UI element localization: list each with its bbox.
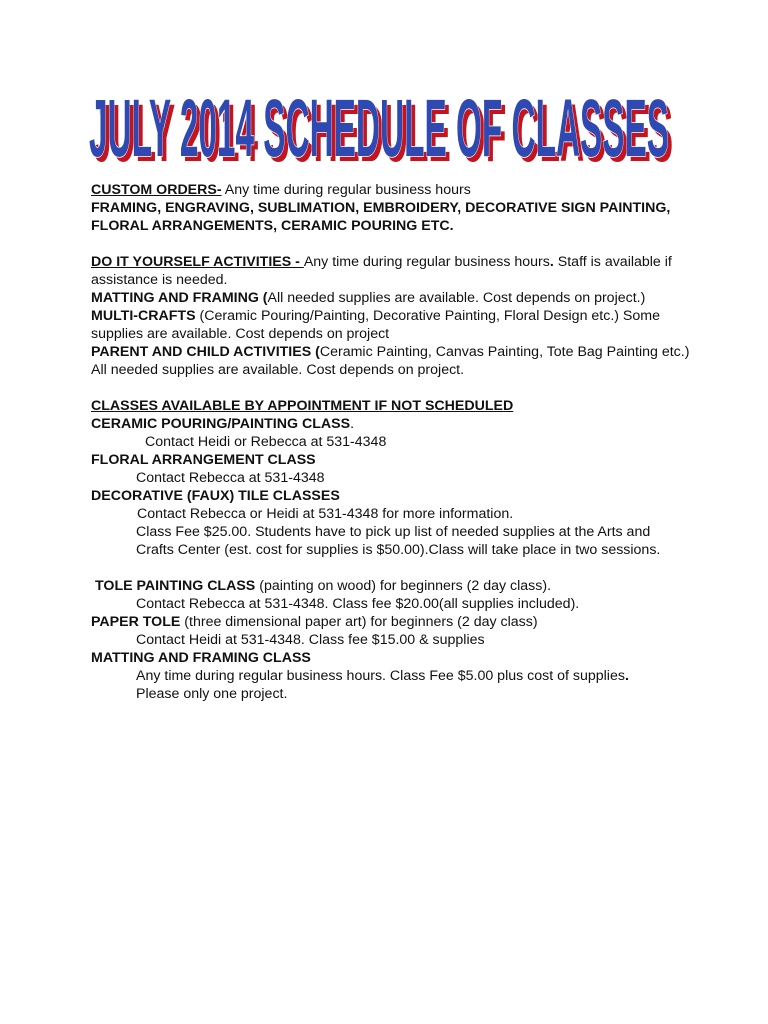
floral-class-contact: Contact Rebecca at 531-4348: [136, 470, 325, 486]
page-title-shadow: JULY 2014 SCHEDULE OF CLASSES: [93, 88, 673, 174]
diy-multi-text: (Ceramic Pouring/Painting, Decorative Painting, Floral Design etc.) Some supplies are available. Cost depends on project: [91, 308, 660, 342]
diy-matting-line: [91, 289, 691, 307]
ceramic-class-contact: Contact Heidi or Rebecca at 531-4348: [145, 434, 387, 450]
diy-matting-heading: MATTING AND FRAMING (: [91, 290, 268, 306]
diy-period: .: [549, 254, 554, 270]
page-title-art: [84, 76, 676, 174]
diy-parent-line: [91, 343, 691, 379]
diy-matting-text: All needed supplies are available. Cost depends on project.): [267, 290, 646, 306]
diy-parent-heading: PARENT AND CHILD ACTIVITIES (: [91, 344, 320, 360]
diy-multi-line: [91, 307, 691, 343]
floral-class-heading: FLORAL ARRANGEMENT CLASS: [91, 452, 316, 468]
ceramic-class-period: .: [350, 416, 355, 432]
matting-class-note: Please only one project.: [136, 686, 288, 702]
page-title-text: JULY 2014 SCHEDULE OF CLASSES: [89, 83, 669, 174]
tile-class-fee: Class Fee $25.00. Students have to pick up list of needed supplies at the Arts and Crafts Center (est. cost for supplies is $50.00).Class will take place in two sessions.: [136, 524, 661, 558]
diy-line: [91, 253, 691, 289]
custom-orders-services: FRAMING, ENGRAVING, SUBLIMATION, EMBROIDERY, DECORATIVE SIGN PAINTING, FLORAL ARRANGEMENTS, CERAMIC POURING ETC.: [91, 200, 671, 234]
matting-class-text-line: [91, 667, 691, 685]
diy-text-b: Staff is available if assistance is needed.: [91, 254, 672, 288]
matting-class-heading: MATTING AND FRAMING CLASS: [91, 650, 311, 666]
tole-class-heading: TOLE PAINTING CLASS: [95, 578, 256, 594]
custom-orders-line: [91, 181, 691, 199]
ceramic-class-line: [91, 415, 691, 433]
custom-orders-text: Any time during regular business hours: [221, 182, 471, 198]
tile-class-contact: Contact Rebecca or Heidi at 531-4348 for more information.: [137, 506, 514, 522]
tole-class-text: (painting on wood) for beginners (2 day class).: [255, 578, 552, 594]
diy-parent-text: Ceramic Painting, Canvas Painting, Tote Bag Painting etc.) All needed supplies are available. Cost depends on project.: [91, 344, 690, 378]
schedule-content: [91, 181, 691, 703]
custom-orders-heading: CUSTOM ORDERS-: [91, 182, 222, 198]
tile-class-heading: DECORATIVE (FAUX) TILE CLASSES: [91, 488, 340, 504]
paper-tole-line: [91, 613, 691, 631]
page-title: [84, 76, 676, 174]
paper-tole-text: (three dimensional paper art) for beginners (2 day class): [180, 614, 538, 630]
classes-heading: CLASSES AVAILABLE BY APPOINTMENT IF NOT SCHEDULED: [91, 398, 514, 414]
diy-text-a: Any time during regular business hours: [303, 254, 550, 270]
matting-class-period: .: [624, 668, 629, 684]
diy-heading: DO IT YOURSELF ACTIVITIES -: [91, 254, 304, 270]
paper-tole-heading: PAPER TOLE: [91, 614, 181, 630]
ceramic-class-heading: CERAMIC POURING/PAINTING CLASS: [91, 416, 351, 432]
matting-class-text: Any time during regular business hours. Class Fee $5.00 plus cost of supplies: [136, 668, 625, 684]
diy-multi-heading: MULTI-CRAFTS: [91, 308, 196, 324]
paper-tole-contact: Contact Heidi at 531-4348. Class fee $15.00 & supplies: [136, 632, 485, 648]
tole-class-contact: Contact Rebecca at 531-4348. Class fee $20.00(all supplies included).: [136, 596, 580, 612]
tole-class-line: [91, 577, 691, 595]
